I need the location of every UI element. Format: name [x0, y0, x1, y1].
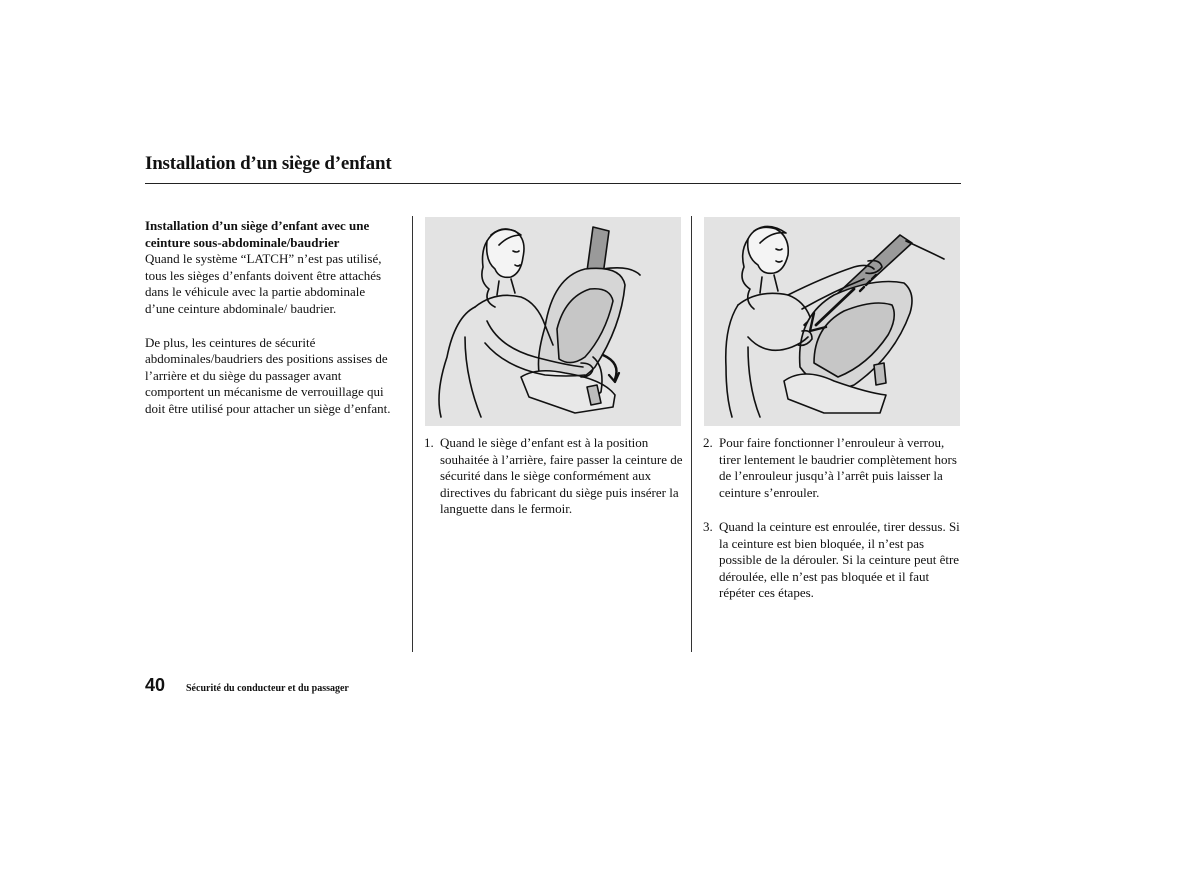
- step-3-number: 3.: [703, 519, 713, 534]
- woman-installing-child-seat-belt-icon: [425, 217, 681, 426]
- subheading-line-2: ceinture sous-abdominale/baudrier: [145, 234, 340, 250]
- step-2-number: 2.: [703, 435, 713, 450]
- title-divider: [145, 183, 961, 184]
- woman-pulling-shoulder-belt-icon: [704, 217, 960, 426]
- section-footer: Sécurité du conducteur et du passager: [186, 683, 349, 694]
- subheading-line-1: Installation d’un siège d’enfant avec une: [145, 218, 370, 233]
- step-1-number: 1.: [424, 435, 434, 450]
- page-title: Installation d’un siège d’enfant: [145, 153, 392, 174]
- intro-paragraph-1: Quand le système “LATCH” n’est pas utilisé, tous les sièges d’enfants doivent être attachés dans le véhicule avec la partie abdominale d’une ceinture abdominale/ baudrier.: [145, 251, 382, 316]
- intro-paragraph-2: De plus, les ceintures de sécurité abdominales/baudriers des positions assises de l’arrière et du siège du passager avant comportent un mécanisme de verrouillage qui doit être utilisé pour attacher un siège d’enfant.: [145, 334, 391, 416]
- step-1-text: Quand le siège d’enfant est à la position souhaitée à l’arrière, faire passer la ceinture de sécurité dans le siège conformément aux directives du fabricant du siège puis insérer la languette dans le fermoir.: [440, 435, 683, 517]
- page-number: 40: [145, 675, 166, 695]
- column-divider-left: [412, 216, 413, 652]
- column-divider-right: [691, 216, 692, 652]
- step-2-text: Pour faire fonctionner l’enrouleur à verrou, tirer lentement le baudrier complètement hors de l’enrouleur jusqu’à l’arrêt puis laisser la ceinture s’enrouler.: [719, 435, 957, 500]
- figure-step-1: [425, 217, 681, 426]
- intro-column: [145, 218, 397, 435]
- figure-step-2: [704, 217, 960, 426]
- section-subheading: [145, 218, 397, 251]
- step-3-text: Quand la ceinture est enroulée, tirer dessus. Si la ceinture est bien bloquée, il n’est pas possible de la dérouler. Si la ceinture peut être déroulée, elle n’est pas bloquée et il faut répéter ces étapes.: [719, 519, 960, 601]
